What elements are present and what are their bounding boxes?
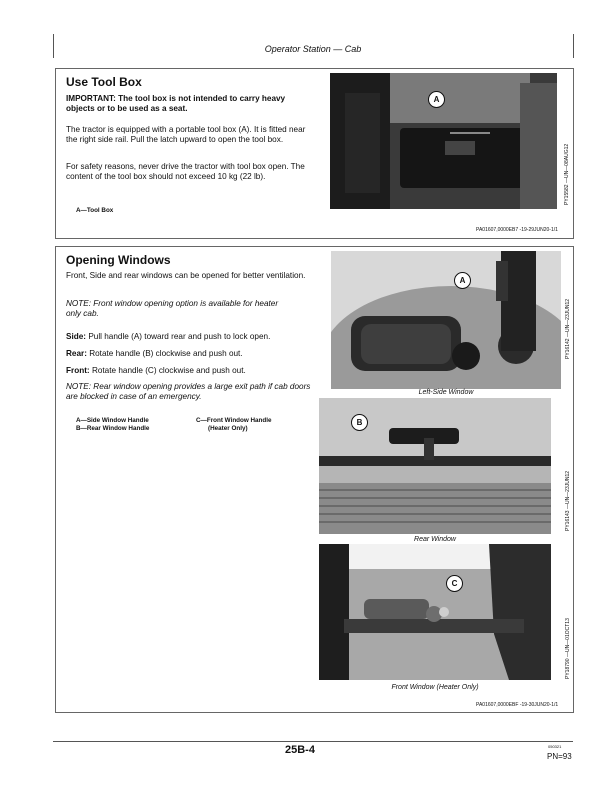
toolbox-important: IMPORTANT: The tool box is not intended to carry heavy objects or to be used as a seat. [66,94,286,114]
front-text: Rotate handle (C) clockwise and push out. [91,366,246,375]
toolbox-section [55,68,574,239]
front-window-photo [319,544,551,680]
toolbox-paragraph-2: For safety reasons, never drive the tractor with tool box open. The content of the tool box should not exceed 10 kg (22 lb). [66,162,305,182]
toolbox-image-code: PY15582 —UN—08AUG12 [564,143,570,205]
legend-a: A—Side Window Handle [76,417,149,424]
left-side-window-caption: Left-Side Window [418,389,474,396]
header-title: Operator Station — Cab [264,44,362,54]
windows-note-1: NOTE: Front window opening option is available for heater only cab. [66,299,279,319]
rear-label: Rear: [66,349,87,358]
legend-c-note: (Heater Only) [208,425,248,432]
page-number: 25B-4 [285,744,315,756]
rear-window-code: PY16143 —UN—23JUN12 [565,470,571,531]
legend-b: B—Rear Window Handle [76,425,150,432]
side-window-callout-a: A [454,272,471,289]
windows-front [66,366,321,376]
rear-text: Rotate handle (B) clockwise and push out. [89,349,243,358]
windows-intro: Front, Side and rear windows can be opened for better ventilation. [66,271,306,280]
windows-side [66,332,321,342]
windows-note-2: NOTE: Rear window opening provides a large exit path if cab doors are blocked in case of an emergency. [66,382,311,402]
toolbox-photo [330,73,557,209]
left-side-window-photo [331,251,561,389]
left-side-window-code: PY16142 —UN—23JUN12 [565,298,571,359]
windows-section [55,246,574,713]
windows-ref: PA01607,0000EBF -19-30JUN20-1/1 [476,702,559,708]
front-window-callout-c: C [446,575,463,592]
toolbox-paragraph-1: The tractor is equipped with a portable tool box (A). It is fitted near the right side rail. Pull the latch upward to open the tool box. [66,125,306,145]
toolbox-ref: PA01607,0000EB7 -19-29JUN20-1/1 [476,227,558,233]
front-window-code: PY18790 —UN—01OCT13 [565,618,571,679]
footer-code: 050321 [548,744,562,749]
toolbox-callout-a: A [428,91,445,108]
toolbox-title: Use Tool Box [66,75,142,89]
windows-title: Opening Windows [66,253,171,267]
footer-rule [53,741,573,742]
pn-label: PN=93 [547,752,572,761]
windows-rear [66,349,321,359]
toolbox-legend: A—Tool Box [76,207,114,214]
front-label: Front: [66,366,90,375]
front-window-caption: Front Window (Heater Only) [391,684,479,691]
legend-c: C—Front Window Handle [196,417,272,424]
side-text: Pull handle (A) toward rear and push to lock open. [88,332,271,341]
side-label: Side: [66,332,87,341]
rear-window-callout-b: B [351,414,368,431]
rear-window-caption: Rear Window [414,536,456,543]
